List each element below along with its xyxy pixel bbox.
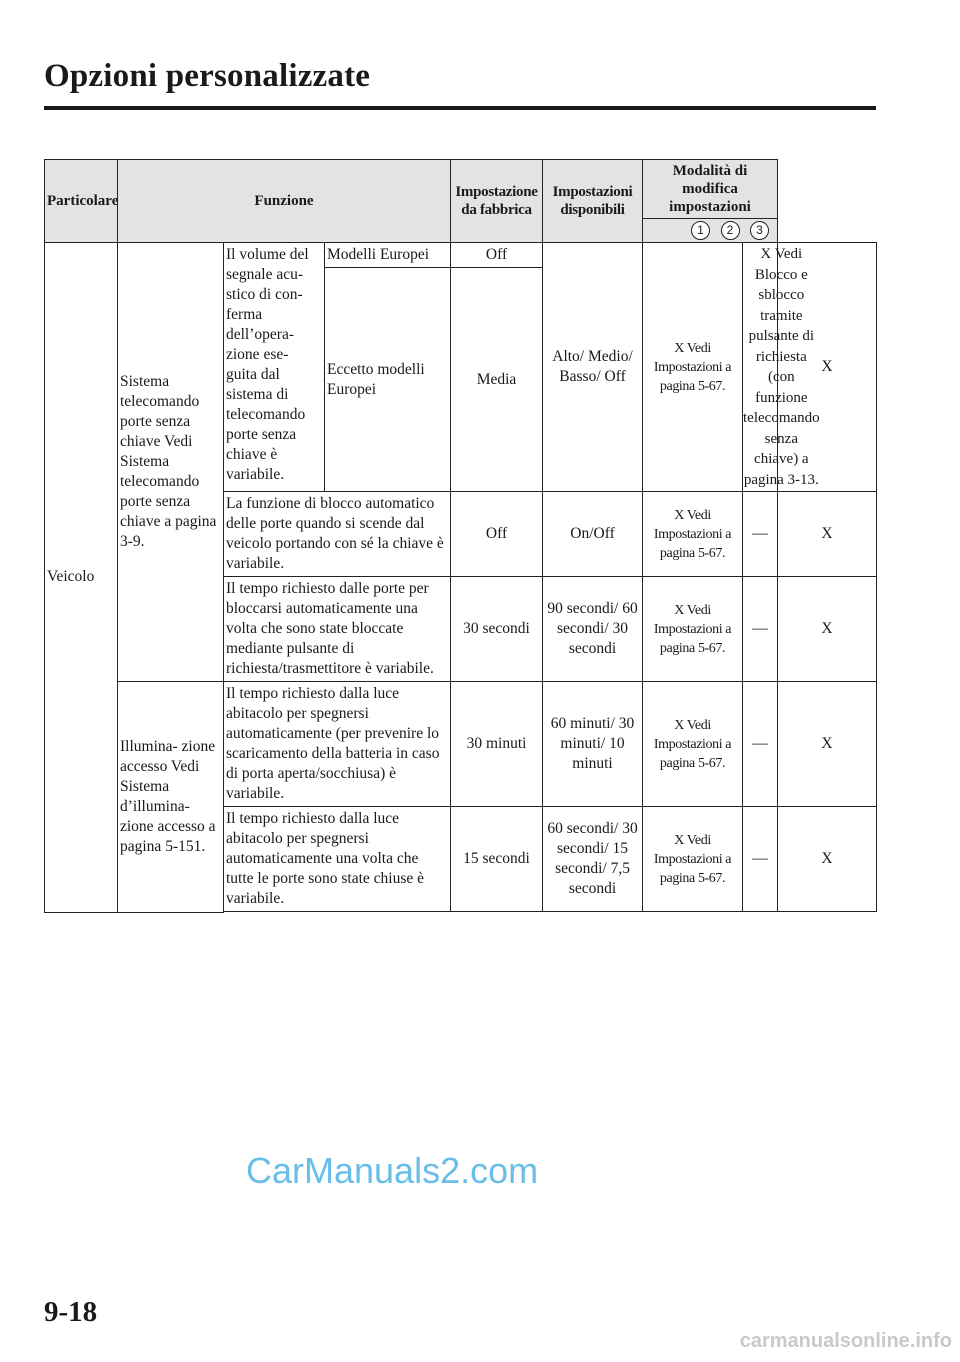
mode-3-cell: X (778, 682, 877, 807)
page-number: 9-18 (44, 1296, 98, 1328)
footer-site-mark: carmanualsonline.info (739, 1330, 952, 1352)
page-title: Opzioni personalizzate (44, 58, 371, 94)
mode-2-cell: — (743, 682, 778, 807)
mode-3-cell: X (778, 492, 877, 577)
disponibili-cell: Alto/ Medio/ Basso/ Off (543, 243, 643, 492)
particolare-illuminazione: Illumina- zione accesso Vedi Sistema d’illumina- zione accesso a pagina 5-151. (118, 682, 224, 913)
disponibili-cell: 60 minuti/ 30 minuti/ 10 minuti (543, 682, 643, 807)
mode-1-cell: X Vedi Impostazioni a pagina 5-67. (643, 682, 743, 807)
table-row (45, 243, 877, 268)
mode-1-cell: X Vedi Impostazioni a pagina 5-67. (653, 340, 732, 394)
header-modes (643, 219, 778, 243)
header-row (45, 160, 877, 219)
mode-2-cell: — (743, 577, 778, 682)
mode-3-badge: 3 (750, 221, 769, 240)
funzione-cell: Il tempo richiesto dalla luce abitacolo per spegnersi automaticamente (per prevenire lo scaricamento della batteria in caso di porta aperta/socchiusa) è variabile. (224, 682, 451, 807)
fabbrica-cell: Off (451, 243, 543, 268)
header-modalita: Modalità di modifica impostazioni (643, 160, 778, 219)
modes-cell-2 (743, 243, 820, 492)
header-impostazione-fabbrica: Impostazione da fabbrica (451, 160, 543, 243)
table-row (45, 682, 877, 807)
disponibili-cell: 60 secondi/ 30 secondi/ 15 secondi/ 7,5 secondi (543, 807, 643, 912)
funzione-cell: La funzione di blocco automatico delle porte quando si scende dal veicolo portando con sé la chiave è variabile. (224, 492, 451, 577)
fabbrica-cell: Off (451, 492, 543, 577)
fabbrica-cell: 30 secondi (451, 577, 543, 682)
disponibili-cell: On/Off (543, 492, 643, 577)
mode-2-cell: X Vedi Blocco e sblocco tramite pulsante di richiesta (con funzione telecomando senza chiave) a pagina 3-13. (743, 246, 820, 488)
fabbrica-cell: Media (451, 268, 543, 492)
mode-3-cell: X (778, 807, 877, 912)
watermark-logo: CarManuals2.com (246, 1150, 539, 1191)
disponibili-cell: 90 secondi/ 60 secondi/ 30 secondi (543, 577, 643, 682)
mode-1-cell: X Vedi Impostazioni a pagina 5-67. (643, 577, 743, 682)
funzione-cell: Il tempo richiesto dalle porte per bloccarsi automaticamente una volta che sono state bloccate mediante pulsante di richiesta/trasmettitore è variabile. (224, 577, 451, 682)
sub-model-cell: Eccetto modelli Europei (325, 268, 451, 492)
particolare-sistema-telecomando: Sistema telecomando porte senza chiave Vedi Sistema telecomando porte senza chiave a pagina 3-9. (118, 243, 224, 682)
mode-1-cell: X Vedi Impostazioni a pagina 5-67. (643, 492, 743, 577)
particolare-veicolo: Veicolo (45, 243, 118, 913)
mode-1-badge: 1 (691, 221, 710, 240)
mode-3-cell: X (778, 243, 877, 492)
funzione-cell: Il volume del segnale acu- stico di con- ferma dell’opera- zione ese- guita dal sistema di telecomando porte senza chiave è variabile. (224, 243, 325, 492)
mode-2-cell: — (743, 807, 778, 912)
mode-1-cell: X Vedi Impostazioni a pagina 5-67. (643, 807, 743, 912)
header-funzione: Funzione (118, 160, 451, 243)
customization-table (44, 159, 877, 913)
title-divider (44, 106, 876, 110)
header-particolare: Particolare (45, 160, 118, 243)
mode-2-badge: 2 (721, 221, 740, 240)
sub-model-cell: Modelli Europei (325, 243, 451, 268)
fabbrica-cell: 30 minuti (451, 682, 543, 807)
mode-3-cell: X (778, 577, 877, 682)
fabbrica-cell: 15 secondi (451, 807, 543, 912)
funzione-cell: Il tempo richiesto dalla luce abitacolo per spegnersi automaticamente una volta che tutte le porte sono state chiuse è variabile. (224, 807, 451, 912)
mode-2-cell: — (743, 492, 778, 577)
modes-cell (643, 243, 743, 492)
header-impostazioni-disponibili: Impostazioni disponibili (543, 160, 643, 243)
